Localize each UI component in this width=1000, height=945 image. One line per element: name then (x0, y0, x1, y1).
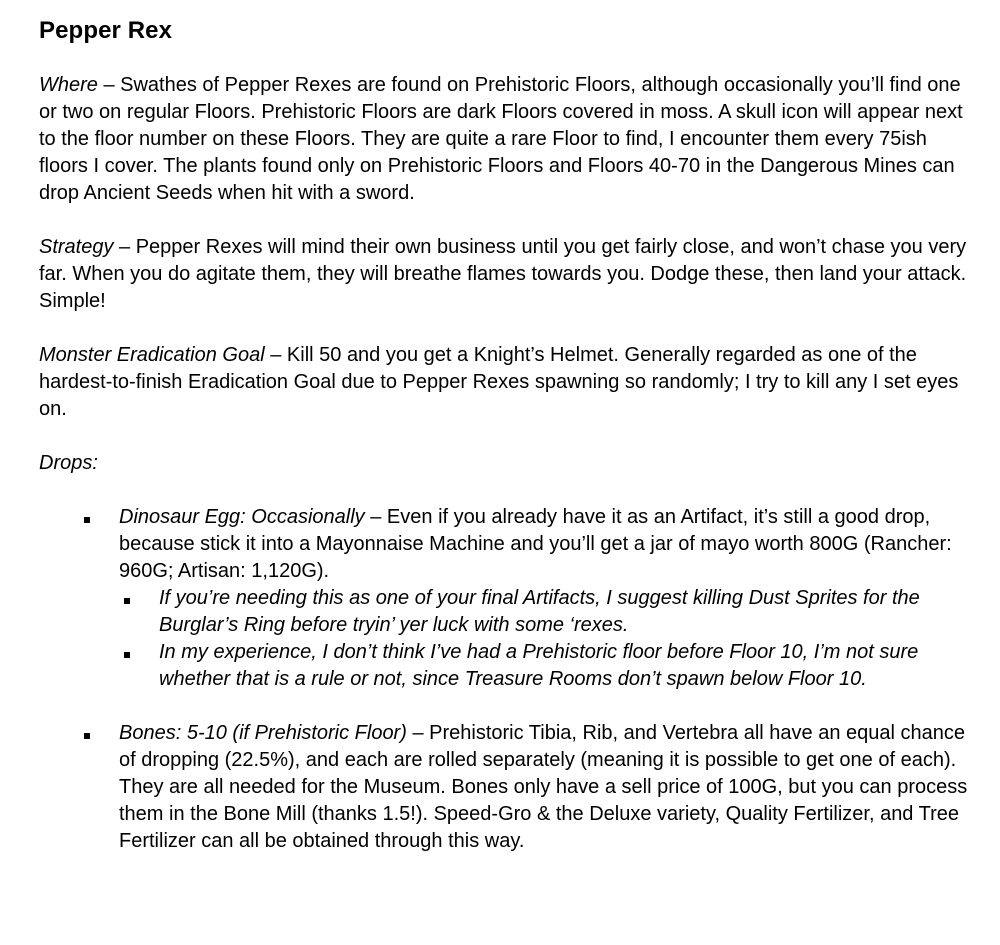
drop-subitem (159, 639, 980, 693)
strategy-text: – Pepper Rexes will mind their own business until you get fairly close, and won’t chase you very far. When you do agitate them, they will breathe flames towards you. Dodge these, then land your attack. Simple! (39, 236, 967, 312)
bullet-square-icon (124, 598, 130, 604)
drop-text: – Prehistoric Tibia, Rib, and Vertebra all have an equal chance of dropping (22.5%), and each are rolled separately (meaning it is possible to get one of each). They are all needed for the Museum. Bones only have a sell price of 100G, but you can process them in the Bone Mill (thanks 1.5!). Speed-Gro & the Deluxe variety, Quality Fertilizer, and Tree Fertilizer can all be obtained through this way. (119, 722, 968, 852)
drop-subitem (159, 585, 980, 639)
drop-name: Dinosaur Egg: Occasionally (119, 506, 365, 528)
drop-text: – Even if you already have it as an Artifact, it’s still a good drop, because stick it into a Mayonnaise Machine and you’ll get a jar of mayo worth 800G (Rancher: 960G; Artisan: 1,120G). (119, 506, 952, 582)
drop-subitem-text: In my experience, I don’t think I’ve had a Prehistoric floor before Floor 10, I’m not sure whether that is a rule or not, since Treasure Rooms don’t spawn below Floor 10. (159, 641, 919, 690)
bullet-square-icon (124, 652, 130, 658)
goal-label: Monster Eradication Goal (39, 344, 265, 366)
where-label: Where (39, 74, 98, 96)
drops-heading: Drops: (39, 452, 98, 474)
where-paragraph (39, 72, 980, 207)
drop-subitem-text: If you’re needing this as one of your final Artifacts, I suggest killing Dust Sprites for the Burglar’s Ring before tryin’ yer luck with some ‘rexes. (159, 587, 920, 636)
drop-item-bones (119, 720, 980, 855)
drop-sublist (119, 585, 980, 693)
drops-list (39, 504, 980, 855)
goal-paragraph (39, 342, 980, 423)
drop-item-dinosaur-egg (119, 504, 980, 693)
page-title: Pepper Rex (39, 17, 173, 44)
strategy-paragraph (39, 234, 980, 315)
where-text: – Swathes of Pepper Rexes are found on Prehistoric Floors, although occasionally you’ll find one or two on regular Floors. Prehistoric Floors are dark Floors covered in moss. A skull icon will appear next to the floor number on these Floors. They are quite a rare Floor to find, I encounter them every 75ish floors I cover. The plants found only on Prehistoric Floors and Floors 40-70 in the Dangerous Mines can drop Ancient Seeds when hit with a sword. (39, 74, 963, 204)
bullet-square-icon (84, 517, 90, 523)
drop-name: Bones: 5-10 (if Prehistoric Floor) (119, 722, 407, 744)
goal-text: – Kill 50 and you get a Knight’s Helmet. Generally regarded as one of the hardest-to-finish Eradication Goal due to Pepper Rexes spawning so randomly; I try to kill any I set eyes on. (39, 344, 959, 420)
bullet-square-icon (84, 733, 90, 739)
strategy-label: Strategy (39, 236, 114, 258)
